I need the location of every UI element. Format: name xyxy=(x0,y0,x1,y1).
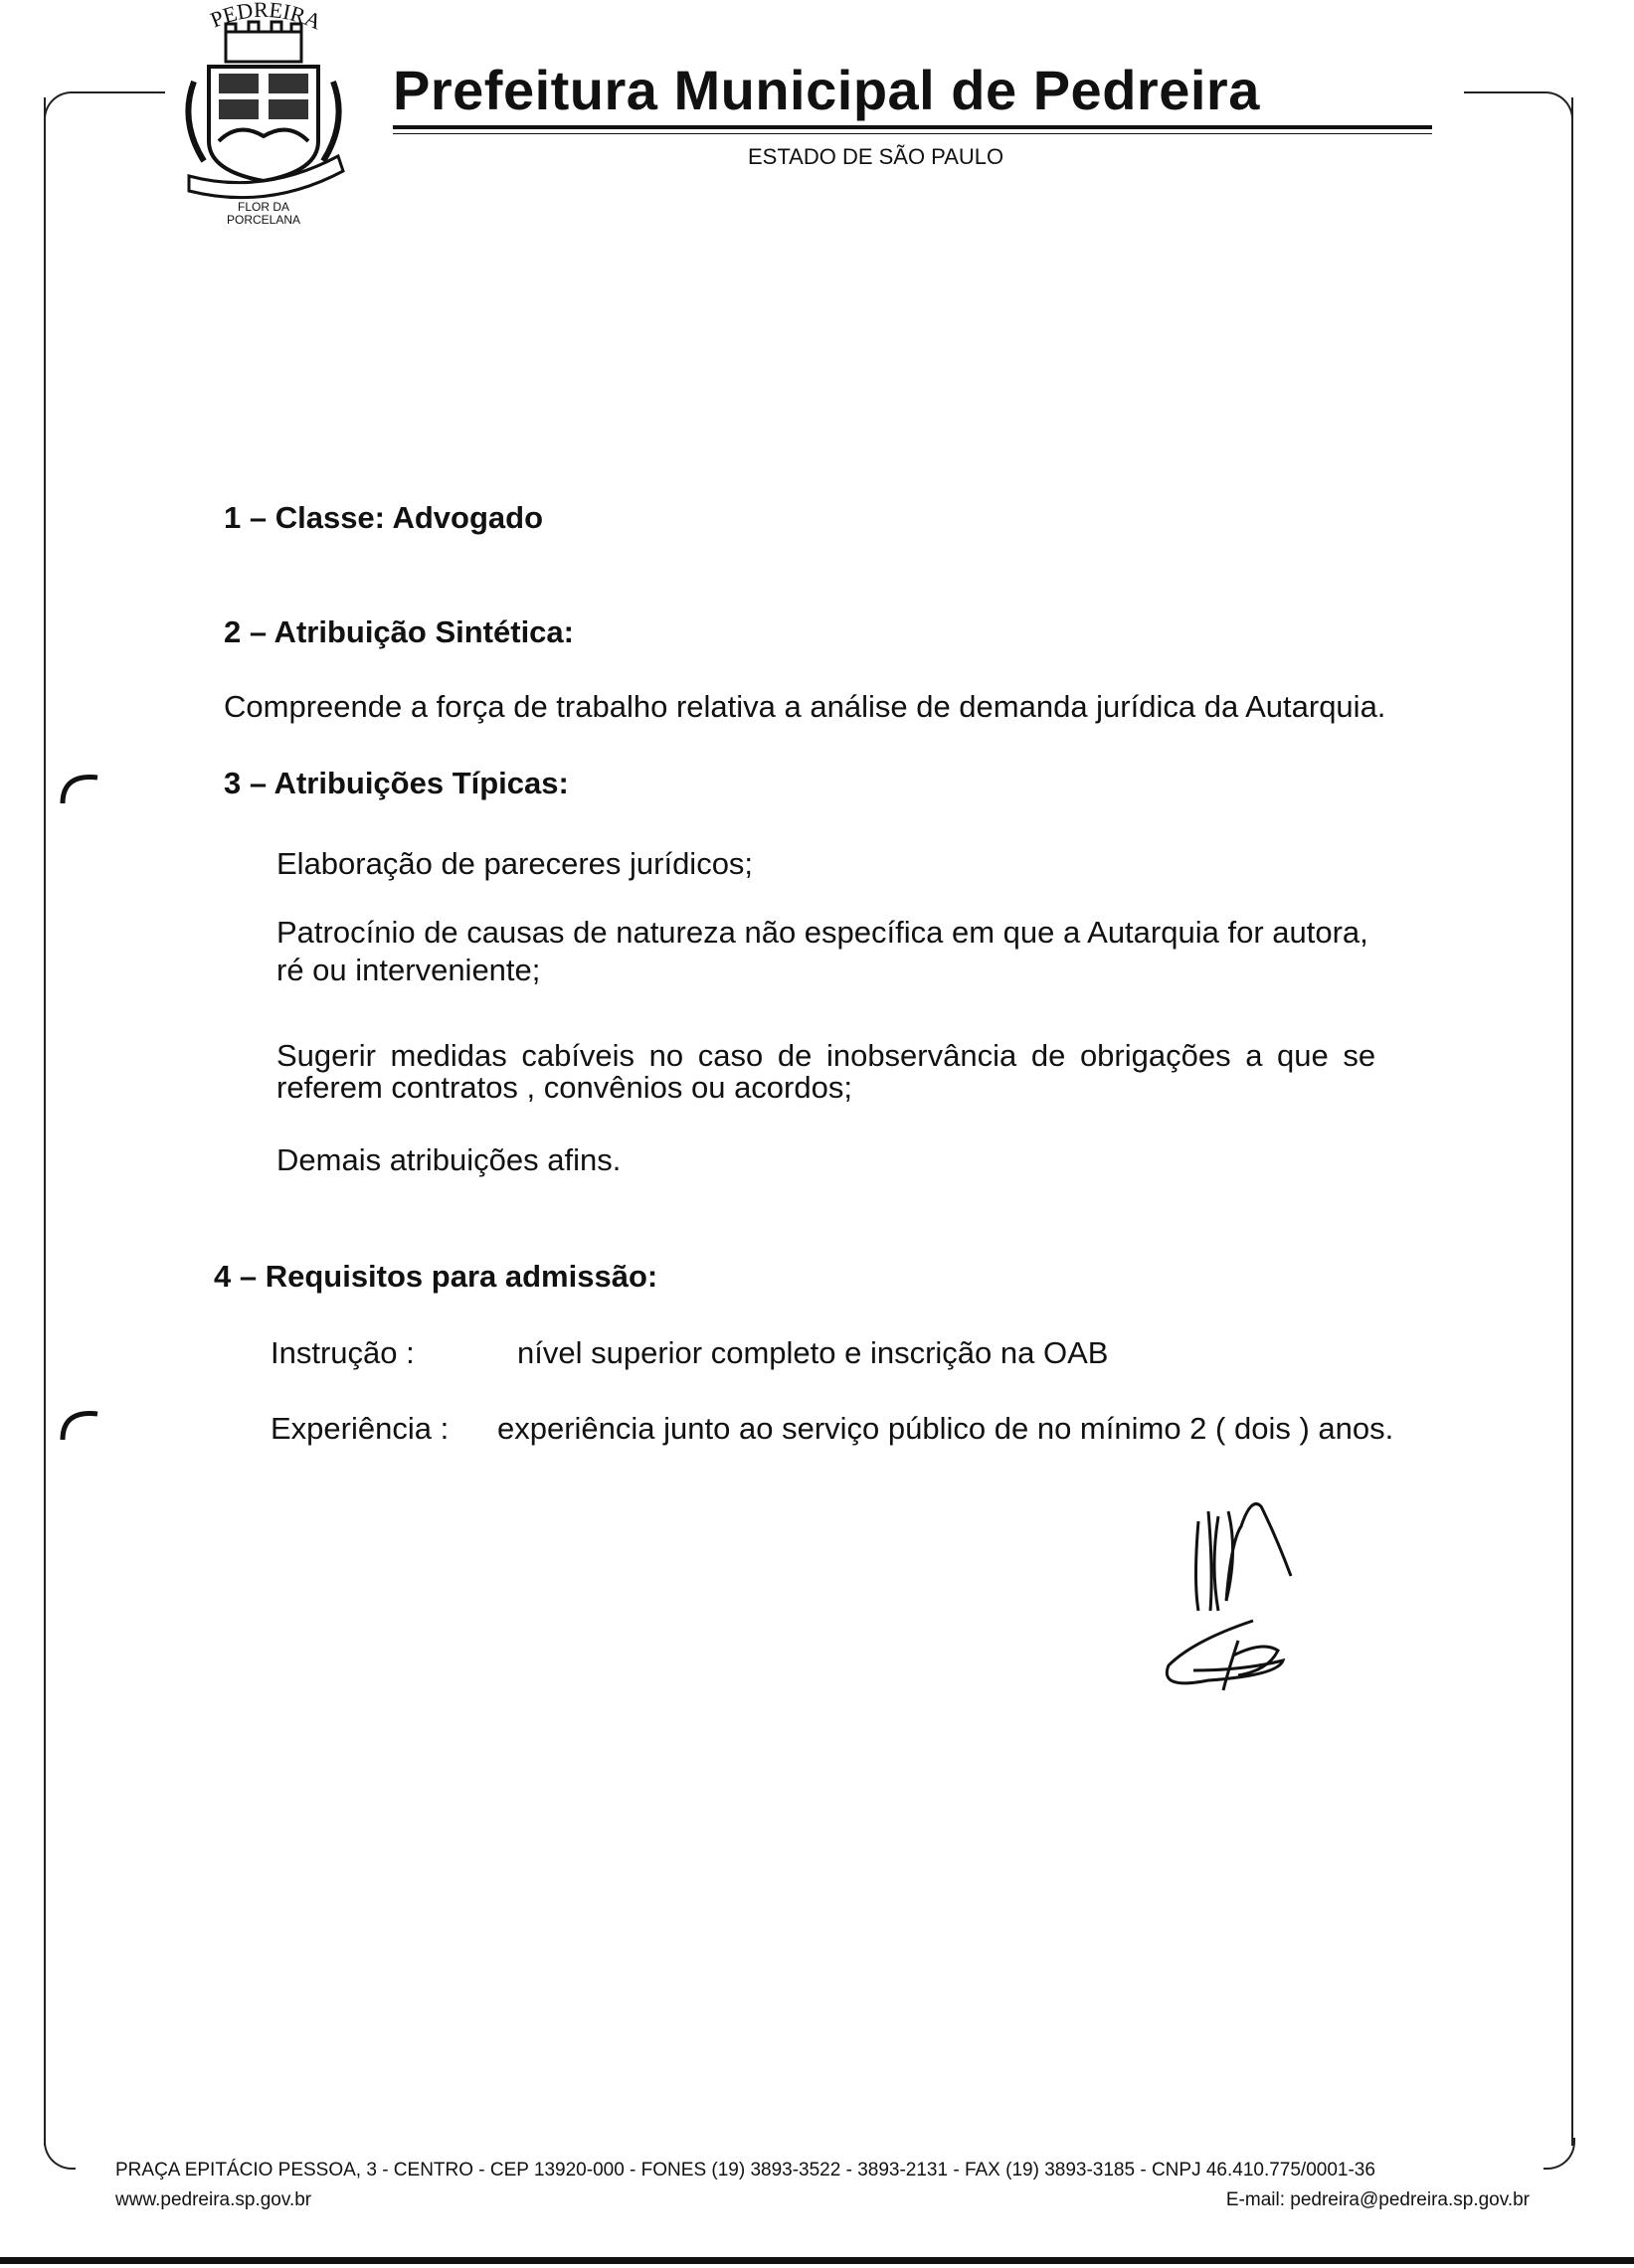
section-3-heading: 3 – Atribuições Típicas: xyxy=(224,766,569,800)
list-item: Demais atribuições afins. xyxy=(276,1142,622,1177)
footer-website[interactable]: www.pedreira.sp.gov.br xyxy=(115,2189,312,2210)
section-2-heading: 2 – Atribuição Sintética: xyxy=(224,614,574,649)
list-item-cont: ré ou interveniente; xyxy=(276,953,541,987)
title-underline xyxy=(393,133,1432,134)
experiencia-label: Experiência : xyxy=(271,1411,450,1446)
section-1-heading: 1 – Classe: Advogado xyxy=(224,500,544,535)
experiencia-value: experiência junto ao serviço público de no mínimo 2 ( dois ) anos. xyxy=(497,1411,1394,1446)
handwritten-signature xyxy=(1134,1482,1353,1750)
hole-punch-mark xyxy=(58,1402,107,1442)
page-subtitle: ESTADO DE SÃO PAULO xyxy=(748,144,1004,169)
frame-corner xyxy=(1464,91,1573,123)
list-item-cont: referem contratos , convênios ou acordos; xyxy=(276,1070,852,1105)
scan-edge-bar xyxy=(0,2257,1634,2264)
frame-corner xyxy=(44,91,165,123)
frame-corner xyxy=(1543,2138,1575,2170)
list-item: Elaboração de pareceres jurídicos; xyxy=(276,846,754,881)
footer-address: PRAÇA EPITÁCIO PESSOA, 3 - CENTRO - CEP 13920-000 - FONES (19) 3893-3522 - 3893-2131 - FAX (19) 3893-3185 - CNPJ 46.410.775/0001-36 xyxy=(115,2160,1375,2181)
hole-punch-mark xyxy=(58,766,107,805)
municipal-crest-logo xyxy=(164,2,363,226)
list-item: Patrocínio de causas de natureza não específica em que a Autarquia for autora, xyxy=(276,915,1368,950)
svg-text:PEDREIRA: PEDREIRA xyxy=(207,2,325,35)
footer-email[interactable]: E-mail: pedreira@pedreira.sp.gov.br xyxy=(1225,2189,1530,2210)
section-4-heading: 4 – Requisitos para admissão: xyxy=(214,1259,658,1294)
frame-left-border xyxy=(44,97,46,2146)
title-underline xyxy=(393,125,1432,129)
frame-corner xyxy=(44,2138,76,2170)
instrucao-value: nível superior completo e inscrição na OAB xyxy=(517,1335,1109,1370)
section-2-text: Compreende a força de trabalho relativa a análise de demanda jurídica da Autarquia. xyxy=(224,689,1386,724)
frame-right-border xyxy=(1571,97,1573,2146)
list-item: Sugerir medidas cabíveis no caso de inobservância de obrigações a que se xyxy=(276,1038,1376,1073)
svg-text:PORCELANA: PORCELANA xyxy=(226,213,301,226)
page-title: Prefeitura Municipal de Pedreira xyxy=(393,59,1260,121)
svg-text:FLOR DA: FLOR DA xyxy=(237,200,290,214)
instrucao-label: Instrução : xyxy=(271,1335,415,1370)
